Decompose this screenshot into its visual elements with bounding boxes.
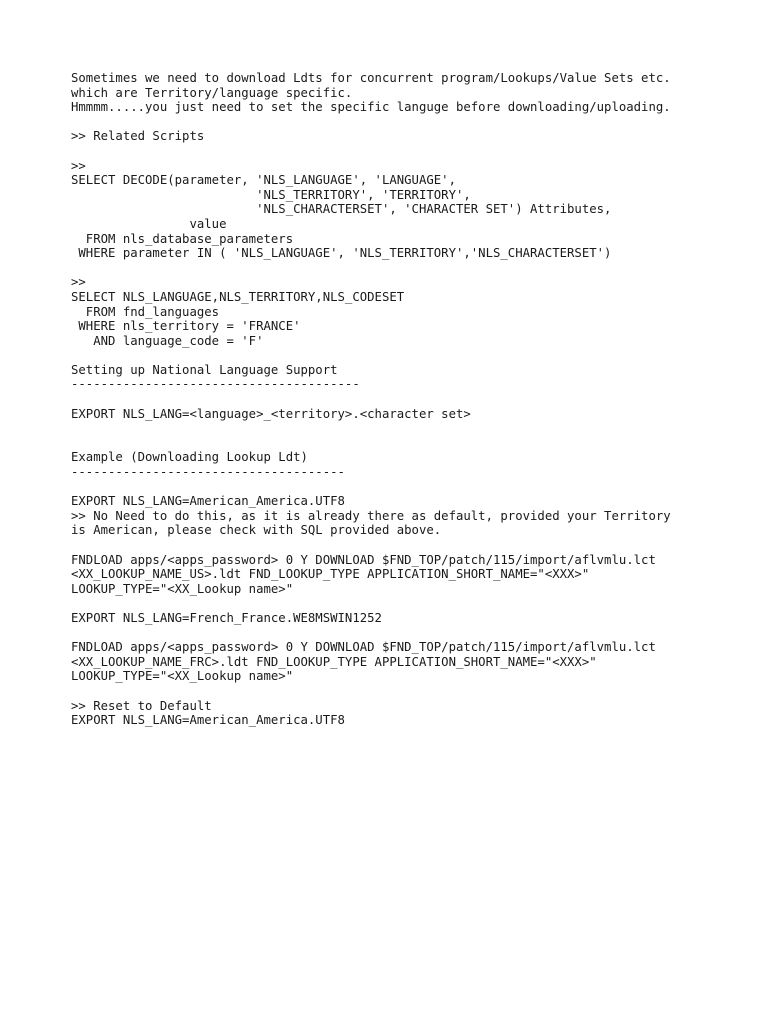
document-line [71, 421, 761, 436]
document-line: Example (Downloading Lookup Ldt) [71, 450, 308, 465]
document-line: WHERE parameter IN ( 'NLS_LANGUAGE', 'NLS_TERRITORY','NLS_CHARACTERSET') [71, 246, 612, 261]
document-line: SELECT NLS_LANGUAGE,NLS_TERRITORY,NLS_CODESET [71, 289, 405, 304]
document-line: Setting up National Language Support [71, 362, 338, 377]
document-line: SELECT DECODE(parameter, 'NLS_LANGUAGE', 'LANGUAGE', [71, 173, 456, 188]
document-line [71, 538, 761, 553]
document-line: >> No Need to do this, as it is already there as default, provided your Territory [71, 508, 671, 523]
document-line: LOOKUP_TYPE="<XX_Lookup name>" [71, 669, 294, 684]
document-line: <XX_LOOKUP_NAME_FRC>.ldt FND_LOOKUP_TYPE APPLICATION_SHORT_NAME="<XXX>" [71, 654, 597, 669]
document-line [71, 261, 761, 276]
document-line: FROM nls_database_parameters [71, 231, 294, 246]
document-line: <XX_LOOKUP_NAME_US>.ldt FND_LOOKUP_TYPE APPLICATION_SHORT_NAME="<XXX>" [71, 567, 590, 582]
document-line: LOOKUP_TYPE="<XX_Lookup name>" [71, 581, 294, 596]
document-line: EXPORT NLS_LANG=American_America.UTF8 [71, 494, 345, 509]
document-line: is American, please check with SQL provided above. [71, 523, 442, 538]
document-line: --------------------------------------- [71, 377, 360, 392]
document-line: which are Territory/language specific. [71, 85, 353, 100]
document-line [71, 348, 761, 363]
document-line [71, 436, 761, 451]
document-line [71, 115, 761, 130]
document-line [71, 684, 761, 699]
document-line: FNDLOAD apps/<apps_password> 0 Y DOWNLOAD $FND_TOP/patch/115/import/aflvmlu.lct [71, 552, 656, 567]
document-line: EXPORT NLS_LANG=French_France.WE8MSWIN1252 [71, 610, 382, 625]
document-line [71, 144, 761, 159]
document-line: >> [71, 275, 86, 290]
document-line: ------------------------------------- [71, 465, 345, 480]
document-line [71, 626, 761, 641]
document-line [71, 596, 761, 611]
document-line: FNDLOAD apps/<apps_password> 0 Y DOWNLOAD $FND_TOP/patch/115/import/aflvmlu.lct [71, 640, 656, 655]
document-line [71, 480, 761, 495]
document-line [71, 392, 761, 407]
document-line: EXPORT NLS_LANG=American_America.UTF8 [71, 713, 345, 728]
document-line: >> Related Scripts [71, 129, 205, 144]
document-line: >> Reset to Default [71, 698, 212, 713]
document-line: 'NLS_CHARACTERSET', 'CHARACTER SET') Attributes, [71, 202, 612, 217]
document-line: EXPORT NLS_LANG=<language>_<territory>.<character set> [71, 406, 471, 421]
document-body [71, 71, 761, 728]
document-line: Hmmmm.....you just need to set the specific languge before downloading/uploading. [71, 100, 671, 115]
document-line: FROM fnd_languages [71, 304, 220, 319]
document-line: AND language_code = 'F' [71, 333, 264, 348]
document-page [71, 71, 761, 728]
document-line: WHERE nls_territory = 'FRANCE' [71, 319, 301, 334]
document-line: Sometimes we need to download Ldts for concurrent program/Lookups/Value Sets etc. [71, 71, 671, 85]
document-line: >> [71, 158, 86, 173]
document-line: 'NLS_TERRITORY', 'TERRITORY', [71, 187, 471, 202]
document-line: value [71, 216, 227, 231]
